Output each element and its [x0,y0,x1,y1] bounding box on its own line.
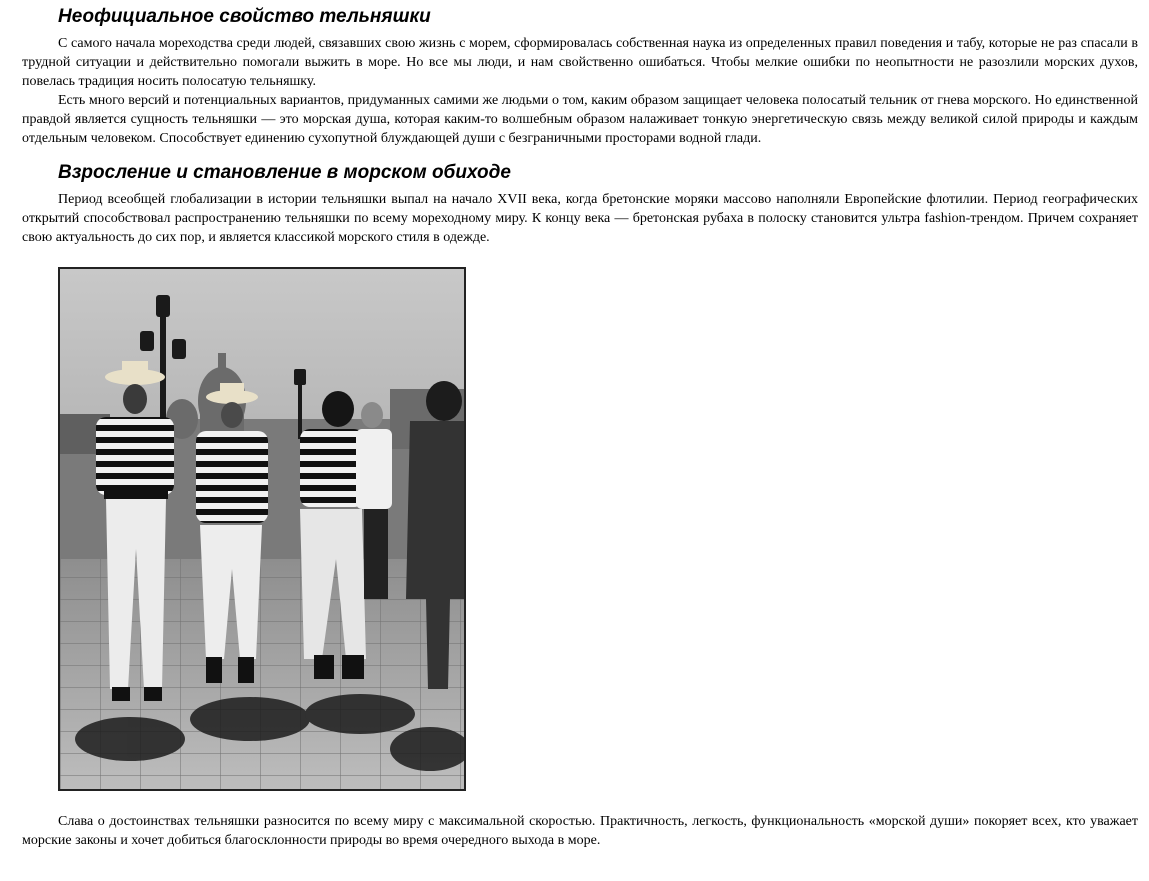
paragraph: Период всеобщей глобализации в истории тельняшки выпал на начало XVII века, когда бретонские моряки массово наполняли Европейские флотилии. Период географических открытий способствовал распространению тельняшки по всему мореходному миру. К концу века — бретонская рубаха в полоску становится ультра fashion-трендом. Причем сохраняет свою актуальность до сих пор, и является классикой морского стиля в одежде. [22,192,1138,245]
photo-gondoliers-striped-shirts [58,267,466,791]
section-body-maturing [22,190,1138,247]
article [22,0,1138,850]
section-heading-unofficial-property: Неофициальное свойство тельняшки [58,6,431,27]
paragraph: С самого начала мореходства среди людей, связавших свою жизнь с морем, сформировалась собственная наука из определенных правил поведения и табу, которые не раз спасали в трудной ситуации и действительно помогали выжить в море. Но все мы люди, и нам свойственно ошибаться. Чтобы мелкие ошибки по неопытности не разозлили морских духов, повелась традиция носить полосатую тельняшку. [22,36,1138,89]
section-body-unofficial-property [22,34,1138,148]
closing-paragraph: Слава о достоинствах тельняшки разносится по всему миру с максимальной скоростью. Практичность, легкость, функциональность «морской души» покоряет всех, кто уважает морские законы и хочет добиться благосклонности природы во время очередного выхода в море. [22,814,1138,848]
section-heading-maturing: Взросление и становление в морском обиходе [58,162,511,183]
paragraph: Есть много версий и потенциальных вариантов, придуманных самими же людьми о том, каким образом защищает человека полосатый тельник от гнева морского. Но единственной правдой является сущность тельняшки — это морская душа, которая каким-то волшебным образом налаживает тонкую энергетическую связь между великой силой природы и каждым отдельным человеком. Способствует единению сухопутной блуждающей души с безграничными просторами водной глади. [22,93,1138,146]
photo-illustration [60,269,464,789]
